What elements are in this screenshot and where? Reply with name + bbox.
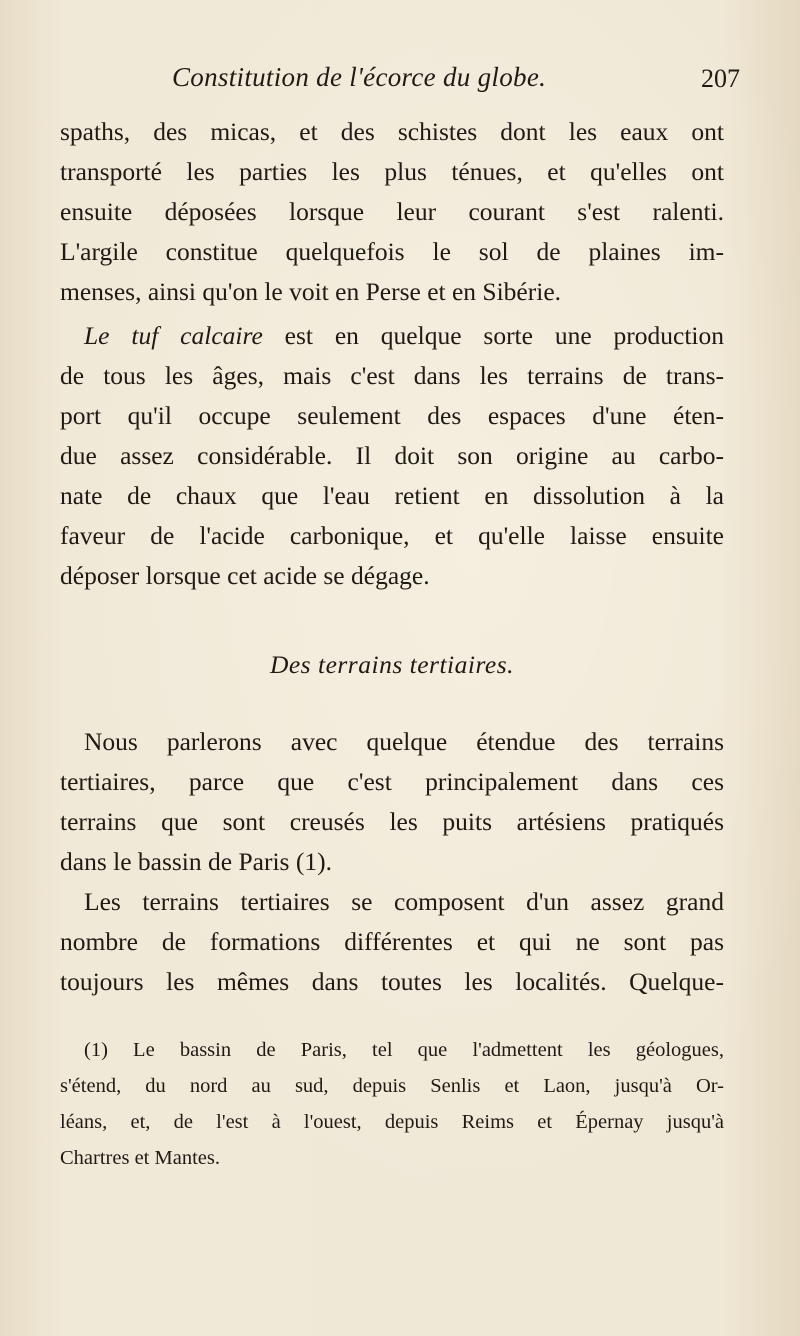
- footnote-line: Chartres et Mantes.: [60, 1147, 220, 1169]
- footnote-line: s'étend, du nord au sud, depuis Senlis et Laon, jusqu'à Or-: [60, 1075, 724, 1097]
- text-line: faveur de l'acide carbonique, et qu'elle laisse ensuite: [60, 521, 724, 550]
- text-line: terrains que sont creusés les puits artésiens pratiqués: [60, 807, 724, 836]
- paragraph: [60, 722, 724, 882]
- text-line: spaths, des micas, et des schistes dont les eaux ont: [60, 117, 724, 146]
- text-line: tertiaires, parce que c'est principalement dans ces: [60, 767, 724, 796]
- paragraph: [60, 316, 724, 596]
- text-line: [60, 316, 724, 356]
- footnote: [60, 1032, 724, 1176]
- text-line: nombre de formations différentes et qui ne sont pas: [60, 927, 724, 956]
- page-number: 207: [701, 64, 740, 93]
- text-line: déposer lorsque cet acide se dégage.: [60, 561, 430, 590]
- section-heading: Des terrains tertiaires.: [269, 650, 515, 679]
- text-line: nate de chaux que l'eau retient en dissolution à la: [60, 481, 724, 510]
- text-line: menses, ainsi qu'on le voit en Perse et en Sibérie.: [60, 277, 562, 306]
- main-text-bottom: [60, 722, 724, 1002]
- text-run: est en quelque sorte une production: [262, 321, 725, 350]
- text-line: Nous parlerons avec quelque étendue des terrains: [84, 727, 724, 756]
- text-line: L'argile constitue quelquefois le sol de plaines im-: [60, 237, 724, 266]
- text-line: due assez considérable. Il doit son origine au carbo-: [60, 441, 724, 470]
- footnote-line: (1) Le bassin de Paris, tel que l'admettent les géologues,: [84, 1039, 724, 1061]
- page-header: [60, 62, 740, 102]
- running-title: Constitution de l'écorce du globe.: [172, 62, 547, 92]
- text-line: transporté les parties les plus ténues, et qu'elles ont: [60, 157, 724, 186]
- footnote-line: léans, et, de l'est à l'ouest, depuis Reims et Épernay jusqu'à: [60, 1111, 724, 1133]
- paragraph: [60, 882, 724, 1002]
- text-line: port qu'il occupe seulement des espaces d'une éten-: [60, 401, 724, 430]
- text-line: ensuite déposées lorsque leur courant s'est ralenti.: [60, 197, 724, 226]
- main-text-top: [60, 112, 724, 596]
- text-line: Les terrains tertiaires se composent d'un assez grand: [84, 887, 724, 916]
- italic-term: Le tuf calcaire: [84, 321, 263, 350]
- text-line: dans le bassin de Paris (1).: [60, 847, 332, 876]
- text-line: de tous les âges, mais c'est dans les terrains de trans-: [60, 361, 724, 390]
- paragraph: [60, 112, 724, 312]
- text-line: toujours les mêmes dans toutes les localités. Quelque-: [60, 967, 724, 996]
